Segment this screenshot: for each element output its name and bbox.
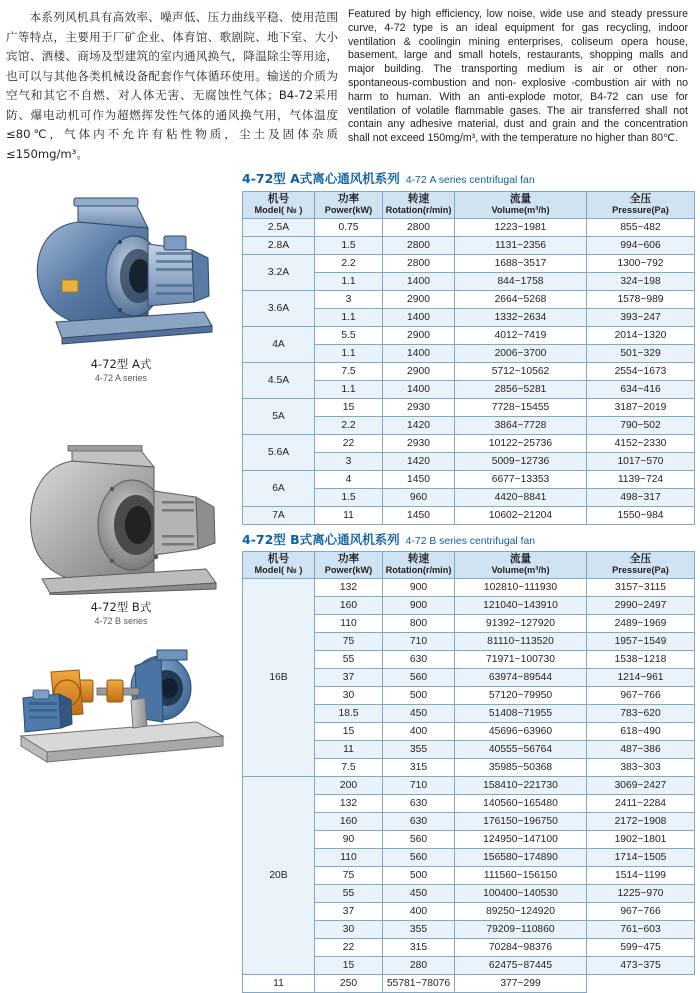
cell-rotation: 315 (383, 759, 455, 777)
cell-rotation: 2900 (383, 290, 455, 308)
cell-pressure: 3069~2427 (587, 777, 695, 795)
cell-power: 15 (315, 723, 383, 741)
cell-power: 75 (315, 633, 383, 651)
col-rotation: 转速 Rotation(r/min) (383, 552, 455, 579)
cell-rotation: 800 (383, 615, 455, 633)
cell-rotation: 900 (383, 597, 455, 615)
cell-model: 7A (243, 506, 315, 524)
cell-volume: 62475~87445 (455, 957, 587, 975)
cell-power: 0.75 (315, 218, 383, 236)
cell-pressure: 1578~989 (587, 290, 695, 308)
cell-rotation: 450 (383, 885, 455, 903)
cell-volume: 2664~5268 (455, 290, 587, 308)
table-row (243, 218, 695, 236)
cell-volume: 121040~143910 (455, 597, 587, 615)
cell-power: 3 (315, 290, 383, 308)
cell-power: 30 (315, 687, 383, 705)
cell-volume: 140560~165480 (455, 795, 587, 813)
cell-rotation: 1450 (383, 470, 455, 488)
cell-volume: 91392~127920 (455, 615, 587, 633)
cell-power: 2.2 (315, 416, 383, 434)
cell-power: 22 (315, 434, 383, 452)
table-row (243, 290, 695, 308)
cell-volume: 5712~10562 (455, 362, 587, 380)
cell-power: 1.1 (315, 344, 383, 362)
cell-volume: 89250~124920 (455, 903, 587, 921)
table-b-header-row (243, 552, 695, 579)
cell-volume: 70284~98376 (455, 939, 587, 957)
cell-rotation: 355 (383, 741, 455, 759)
cell-model: 5.6A (243, 434, 315, 470)
cell-pressure: 498~317 (587, 488, 695, 506)
cell-rotation: 2930 (383, 434, 455, 452)
cell-pressure: 967~766 (587, 903, 695, 921)
cell-power: 200 (315, 777, 383, 795)
cell-pressure: 2990~2497 (587, 597, 695, 615)
cell-rotation: 2900 (383, 362, 455, 380)
cell-model: 16B (243, 579, 315, 777)
cell-rotation: 280 (383, 957, 455, 975)
cell-pressure: 473~375 (587, 957, 695, 975)
cell-power: 7.5 (315, 759, 383, 777)
cell-pressure: 790~502 (587, 416, 695, 434)
cell-power: 37 (315, 669, 383, 687)
cell-rotation: 1400 (383, 344, 455, 362)
tables-column (242, 164, 694, 993)
cell-volume: 100400~140530 (455, 885, 587, 903)
fan-belt-drive-image (11, 636, 231, 766)
cell-pressure: 2172~1908 (587, 813, 695, 831)
cell-power: 90 (315, 831, 383, 849)
table-a-body (243, 218, 695, 524)
cell-pressure: 783~620 (587, 705, 695, 723)
cell-model: 2.5A (243, 218, 315, 236)
cell-pressure: 761~603 (587, 921, 695, 939)
table-row (243, 975, 695, 993)
cell-rotation: 630 (383, 795, 455, 813)
cell-rotation: 960 (383, 488, 455, 506)
cell-power: 18.5 (315, 705, 383, 723)
col-volume: 流量 Volume(m³/h) (455, 552, 587, 579)
figure-fan-belt-drive (6, 636, 236, 766)
cell-power: 15 (315, 957, 383, 975)
intro-text-english: Featured by high efficiency, low noise, wide use and steady pressure curve, 4-72 type is an ideal equipment for gas recycling, indoor ventilation & coolingin mining enterprises, coliseum opera house, basement, large and small hotels, restaurants, shopping malls and major building. The transporting medium is air or other non- spontaneous-combustion and non- explosive -combustion air with no harm to human. With an anti-explode motor, B4-72 can use for ventilation of volatile flammable gases. The air transferred shall not contain any adhesive material, dust and grain and the concentration shall not exceed 150mg/m³, with the temperature no higher than 80℃. (348, 8, 688, 145)
cell-pressure: 994~606 (587, 236, 695, 254)
table-row (243, 579, 695, 597)
cell-model: 3.6A (243, 290, 315, 326)
cell-rotation: 900 (383, 579, 455, 597)
cell-pressure: 1550~984 (587, 506, 695, 524)
cell-power: 11 (315, 741, 383, 759)
table-a-header-row (243, 191, 695, 218)
cell-power: 5.5 (315, 326, 383, 344)
table-row (243, 236, 695, 254)
cell-volume: 4420~8841 (455, 488, 587, 506)
cell-power: 30 (315, 921, 383, 939)
cell-power: 1.1 (315, 380, 383, 398)
figure-b-caption-en: 4-72 B series (94, 616, 148, 626)
cell-rotation: 450 (383, 705, 455, 723)
cell-power: 55 (315, 885, 383, 903)
table-a-series (242, 191, 695, 525)
cell-rotation: 560 (383, 669, 455, 687)
cell-volume: 111560~156150 (455, 867, 587, 885)
cell-pressure: 3187~2019 (587, 398, 695, 416)
cell-volume: 1131~2356 (455, 236, 587, 254)
figure-a-caption-en: 4-72 A series (94, 373, 148, 383)
cell-rotation: 355 (383, 921, 455, 939)
figures-column (6, 164, 236, 993)
cell-power: 132 (315, 795, 383, 813)
cell-rotation: 500 (383, 687, 455, 705)
cell-rotation: 710 (383, 633, 455, 651)
cell-rotation: 1400 (383, 308, 455, 326)
cell-volume: 10122~25736 (455, 434, 587, 452)
cell-rotation: 560 (383, 831, 455, 849)
cell-model: 4A (243, 326, 315, 362)
cell-pressure: 1714~1505 (587, 849, 695, 867)
col-power: 功率 Power(kW) (315, 191, 383, 218)
cell-pressure: 1514~1199 (587, 867, 695, 885)
table-row (243, 470, 695, 488)
cell-power: 160 (315, 813, 383, 831)
col-pressure: 全压 Pressure(Pa) (587, 552, 695, 579)
table-b-heading (242, 531, 694, 549)
cell-power: 22 (315, 939, 383, 957)
table-a-title-cn: 4-72型 A式离心通风机系列 (242, 171, 400, 186)
figure-fan-b (6, 445, 236, 626)
cell-volume: 5009~12736 (455, 452, 587, 470)
cell-power: 110 (315, 849, 383, 867)
cell-pressure: 967~766 (587, 687, 695, 705)
cell-volume: 1223~1981 (455, 218, 587, 236)
cell-rotation: 2800 (383, 236, 455, 254)
intro-text-chinese: 本系列风机具有高效率、噪声低、压力曲线平稳、使用范围广等特点，主要用于厂矿企业、体育馆、歌剧院、地下室、大小宾馆、酒楼、商场及型建筑的室内通风换气，降温除尘等用途，也可以与其他各类机械设备配套作气体循环使用。输送的介质为空气和其它不自燃、对人体无害、无腐蚀性气体；B4-72采用防、爆电动机可作为超燃挥发性气体的通风换气用，气体温度≤80℃，气体内不允许有粘性物质，尘土及固体杂质≤150mg/m³。 (6, 10, 338, 161)
cell-rotation: 1420 (383, 416, 455, 434)
fan-b-image (14, 445, 229, 595)
cell-pressure: 2411~2284 (587, 795, 695, 813)
col-power: 功率 Power(kW) (315, 552, 383, 579)
cell-power: 1.5 (315, 488, 383, 506)
cell-power: 11 (243, 975, 315, 993)
table-a-title-en: 4-72 A series centrifugal fan (405, 175, 535, 186)
table-row (243, 777, 695, 795)
cell-power: 1.1 (315, 308, 383, 326)
table-b-body (243, 579, 695, 993)
cell-volume: 3864~7728 (455, 416, 587, 434)
cell-rotation: 1420 (383, 452, 455, 470)
cell-volume: 176150~196750 (455, 813, 587, 831)
cell-power: 1.1 (315, 272, 383, 290)
cell-volume: 156580~174890 (455, 849, 587, 867)
cell-pressure: 4152~2330 (587, 434, 695, 452)
table-row (243, 254, 695, 272)
cell-pressure: 1139~724 (587, 470, 695, 488)
cell-model: 20B (243, 777, 315, 975)
cell-volume: 45696~63960 (455, 723, 587, 741)
cell-rotation: 500 (383, 867, 455, 885)
cell-model: 2.8A (243, 236, 315, 254)
cell-power: 75 (315, 867, 383, 885)
cell-volume: 844~1758 (455, 272, 587, 290)
table-row (243, 362, 695, 380)
cell-rotation: 1450 (383, 506, 455, 524)
cell-pressure: 2489~1969 (587, 615, 695, 633)
cell-pressure: 3157~3115 (587, 579, 695, 597)
cell-pressure: 1214~961 (587, 669, 695, 687)
cell-volume: 2856~5281 (455, 380, 587, 398)
cell-pressure: 393~247 (587, 308, 695, 326)
cell-volume: 6677~13353 (455, 470, 587, 488)
cell-volume: 81110~113520 (455, 633, 587, 651)
cell-pressure: 1225~970 (587, 885, 695, 903)
cell-model: 5A (243, 398, 315, 434)
cell-rotation: 630 (383, 651, 455, 669)
content-area (0, 164, 700, 993)
cell-power: 160 (315, 597, 383, 615)
cell-volume: 2006~3700 (455, 344, 587, 362)
cell-volume: 40555~56764 (455, 741, 587, 759)
cell-volume: 10602~21204 (455, 506, 587, 524)
col-rotation: 转速 Rotation(r/min) (383, 191, 455, 218)
cell-rotation: 2930 (383, 398, 455, 416)
cell-pressure: 1538~1218 (587, 651, 695, 669)
cell-power: 1.5 (315, 236, 383, 254)
cell-pressure: 1300~792 (587, 254, 695, 272)
table-a-heading (242, 170, 694, 188)
cell-pressure: 2554~1673 (587, 362, 695, 380)
cell-rotation: 1400 (383, 272, 455, 290)
cell-power: 7.5 (315, 362, 383, 380)
cell-pressure: 599~475 (587, 939, 695, 957)
table-row (243, 506, 695, 524)
table-row (243, 398, 695, 416)
cell-pressure: 1902~1801 (587, 831, 695, 849)
table-b-title-cn: 4-72型 B式离心通风机系列 (242, 531, 400, 547)
col-model: 机号 Model( № ) (243, 552, 315, 579)
cell-volume: 7728~15455 (455, 398, 587, 416)
cell-model: 3.2A (243, 254, 315, 290)
cell-pressure: 383~303 (587, 759, 695, 777)
cell-model: 6A (243, 470, 315, 506)
cell-pressure: 487~386 (587, 741, 695, 759)
cell-volume: 124950~147100 (455, 831, 587, 849)
figure-fan-a (6, 192, 236, 383)
cell-power: 11 (315, 506, 383, 524)
cell-rotation: 630 (383, 813, 455, 831)
table-b-series (242, 551, 695, 993)
cell-power: 110 (315, 615, 383, 633)
cell-pressure: 855~482 (587, 218, 695, 236)
cell-power: 3 (315, 452, 383, 470)
intro-section (0, 0, 700, 164)
cell-rotation: 2900 (383, 326, 455, 344)
table-b-title-en: 4-72 B series centrifugal fan (405, 535, 536, 547)
cell-rotation: 315 (383, 939, 455, 957)
cell-rotation: 250 (315, 975, 383, 993)
cell-rotation: 2800 (383, 254, 455, 272)
figure-b-caption-cn: 4-72型 B式 (90, 600, 152, 614)
cell-volume: 1688~3517 (455, 254, 587, 272)
col-model: 机号 Model( № ) (243, 191, 315, 218)
cell-volume: 158410~221730 (455, 777, 587, 795)
table-row (243, 326, 695, 344)
cell-volume: 55781~78076 (383, 975, 455, 993)
cell-volume: 1332~2634 (455, 308, 587, 326)
table-row (243, 434, 695, 452)
cell-volume: 63974~89544 (455, 669, 587, 687)
col-pressure: 全压 Pressure(Pa) (587, 191, 695, 218)
cell-volume: 51408~71955 (455, 705, 587, 723)
cell-power: 4 (315, 470, 383, 488)
cell-pressure: 501~329 (587, 344, 695, 362)
cell-volume: 57120~79950 (455, 687, 587, 705)
cell-volume: 35985~50368 (455, 759, 587, 777)
figure-a-caption-cn: 4-72型 A式 (90, 357, 152, 371)
cell-rotation: 560 (383, 849, 455, 867)
cell-rotation: 400 (383, 723, 455, 741)
cell-rotation: 1400 (383, 380, 455, 398)
cell-power: 15 (315, 398, 383, 416)
cell-volume: 4012~7419 (455, 326, 587, 344)
cell-model: 4.5A (243, 362, 315, 398)
cell-rotation: 400 (383, 903, 455, 921)
cell-pressure: 634~416 (587, 380, 695, 398)
cell-power: 55 (315, 651, 383, 669)
cell-power: 2.2 (315, 254, 383, 272)
cell-rotation: 710 (383, 777, 455, 795)
cell-volume: 102810~111930 (455, 579, 587, 597)
cell-pressure: 1017~570 (587, 452, 695, 470)
cell-pressure: 618~490 (587, 723, 695, 741)
cell-pressure: 1957~1549 (587, 633, 695, 651)
col-volume: 流量 Volume(m³/h) (455, 191, 587, 218)
cell-pressure: 377~299 (455, 975, 587, 993)
cell-rotation: 2800 (383, 218, 455, 236)
cell-pressure: 324~198 (587, 272, 695, 290)
cell-power: 37 (315, 903, 383, 921)
cell-volume: 79209~110860 (455, 921, 587, 939)
fan-a-image (16, 192, 226, 352)
cell-pressure: 2014~1320 (587, 326, 695, 344)
cell-volume: 71971~100730 (455, 651, 587, 669)
cell-power: 132 (315, 579, 383, 597)
